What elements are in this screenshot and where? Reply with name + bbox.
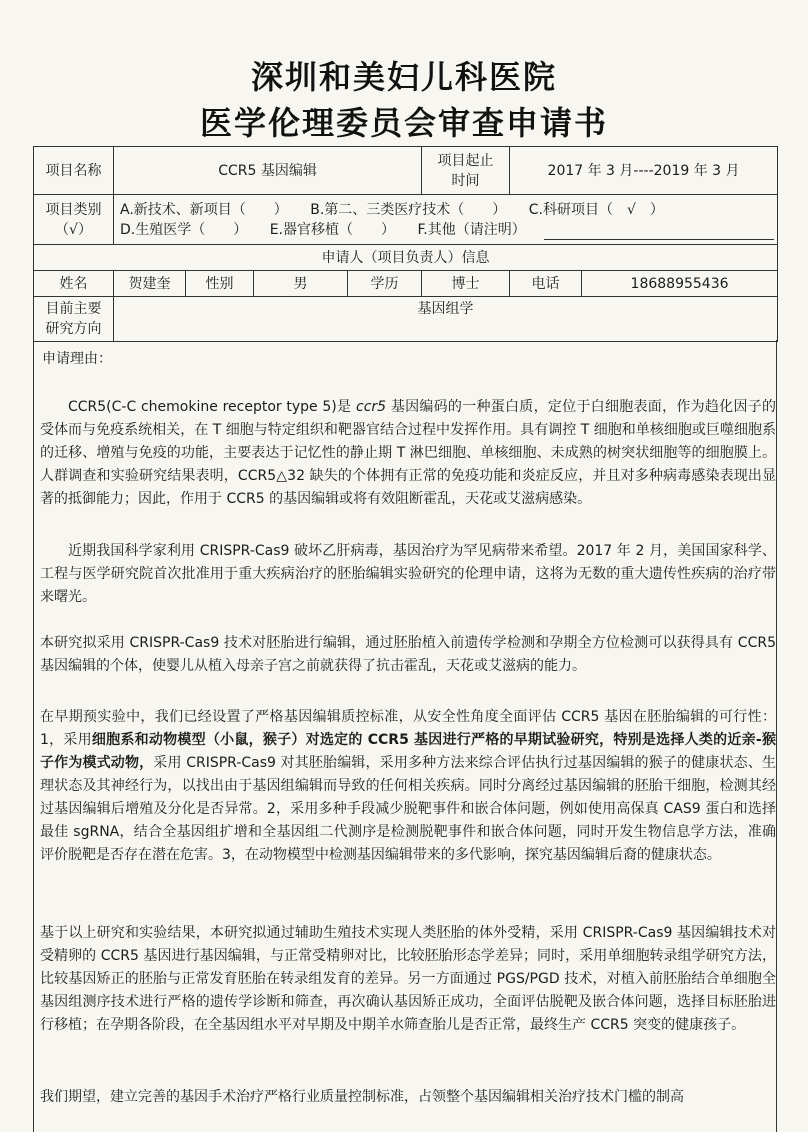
category-label	[34, 195, 114, 245]
p6-text: 我们期望，建立完善的基因手术治疗严格行业质量控制标准，占领整个基因编辑相关治疗技术门槛的制高	[40, 1089, 684, 1105]
reason-paragraph-6	[40, 1086, 776, 1109]
p4-text-b: 采用 CRISPR-Cas9 对其胚胎编辑，采用多种方法来综合评估执行过基因编辑的猴子的健康状态、生理状态及其神经行为，以找出由于基因组编辑而导致的任何相关疾病。同时分离经过基因编辑的胚胎干细胞，检测其经过基因编辑后增殖及分化是否异常。2，采用多种手段减少脱靶事件和嵌合体问题，例如使用高保真 CAS9 蛋白和选择最佳 sgRNA，结合全基因组扩增和全基因组二代测序是检测脱靶事件和嵌合体问题，同时开发生物信息学方法，准确评价脱靶是否存在潜在危害。3，在动物模型中检测基因编辑带来的多代影响，探究基因编辑后裔的健康状态。	[40, 755, 776, 863]
project-period-label-1: 项目起止	[437, 152, 494, 169]
applicant-phone-value: 18688955436	[582, 271, 778, 297]
p3-text: 本研究拟采用 CRISPR-Cas9 技术对胚胎进行编辑，通过胚胎植入前遗传学检测和孕期全方位检测可以获得具有 CCR5 基因编辑的个体，使婴儿从植入母亲子宫之前就获得了抗击霍乱，天花或艾滋病的能力。	[40, 635, 776, 674]
category-label-2: （√）	[55, 221, 92, 238]
research-direction-row	[34, 297, 778, 342]
category-options	[114, 195, 778, 245]
applicant-education-label: 学历	[348, 271, 422, 297]
applicant-name-value: 贺建奎	[114, 271, 186, 297]
research-direction-label-2: 研究方向	[45, 321, 102, 337]
applicant-gender-label: 性别	[186, 271, 254, 297]
reason-paragraph-1	[40, 396, 776, 511]
category-option-f: F.其他（请注明）	[417, 221, 526, 238]
research-direction-label	[34, 297, 114, 342]
project-name-label: 项目名称	[34, 147, 114, 195]
applicant-info-row	[34, 271, 778, 297]
applicant-header-row	[34, 245, 778, 271]
applicant-section-title: 申请人（项目负责人）信息	[34, 245, 778, 271]
application-info-table	[33, 146, 778, 342]
category-other-blank	[544, 225, 774, 240]
project-name-value: CCR5 基因编辑	[114, 147, 422, 195]
p2-text: 近期我国科学家利用 CRISPR-Cas9 破坏乙肝病毒，基因治疗为罕见病带来希望。2017 年 2 月，美国国家科学、工程与医学研究院首次批准用于重大疾病治疗的胚胎编辑实验研究的伦理申请，这将为无数的重大遗传性疾病的治疗带来曙光。	[40, 543, 776, 605]
p1-text-a: CCR5(C-C chemokine receptor type 5)是	[68, 399, 357, 415]
reason-paragraph-2	[40, 540, 776, 609]
reason-label: 申请理由：	[42, 351, 112, 367]
category-option-b: B.第二、三类医疗技术（ ）	[310, 201, 507, 218]
p1-text-b: 基因编码的一种蛋白质，定位于白细胞表面，作为趋化因子的受体而与免疫系统相关，在 T 细胞与特定组织和靶器官结合过程中发挥作用。具有调控 T 细胞和单核细胞或巨噬细胞系的迁移、增殖与免疫的功能，主要表达于记忆性的静止期 T 淋巴细胞、单核细胞、未成熟的树突状细胞等的细胞膜上。人群调查和实验研究结果表明，CCR5△32 缺失的个体拥有正常的免疫功能和炎症反应，并且对多种病毒感染表现出显著的抵御能力；因此，作用于 CCR5 的基因编辑或将有效阻断霍乱，天花或艾滋病感染。	[40, 399, 776, 507]
applicant-name-label: 姓名	[34, 271, 114, 297]
category-option-c: C.科研项目（ √ ）	[528, 201, 664, 218]
project-row	[34, 147, 778, 195]
form-title: 医学伦理委员会审查申请书	[199, 104, 608, 142]
category-row	[34, 195, 778, 245]
category-option-d: D.生殖医学（ ）	[120, 221, 248, 238]
p1-gene-name: ccr5	[356, 399, 387, 415]
hospital-name-title: 深圳和美妇儿科医院	[250, 58, 557, 96]
category-option-a: A.新技术、新项目（ ）	[120, 201, 288, 218]
applicant-gender-value: 男	[254, 271, 348, 297]
project-period-label-2: 时间	[451, 172, 480, 189]
reason-paragraph-5	[40, 922, 776, 1037]
project-period-value: 2017 年 3 月----2019 年 3 月	[510, 147, 778, 195]
category-label-1: 项目类别	[45, 201, 102, 218]
p4-text-a: 在早期预实验中，我们已经设置了严格基因编辑质控标准，从安全性角度全面评估 CCR5 基因在胚胎编辑的可行性：1，采用	[40, 709, 776, 748]
project-period-label	[422, 147, 510, 195]
reason-paragraph-4	[40, 706, 776, 867]
research-direction-label-1: 目前主要	[45, 301, 102, 317]
p5-text: 基于以上研究和实验结果，本研究拟通过辅助生殖技术实现人类胚胎的体外受精，采用 CRISPR-Cas9 基因编辑技术对受精卵的 CCR5 基因进行基因编辑，与正常受精卵对比，比较胚胎形态学差异；同时，采用单细胞转录组学研究方法，比较基因矫正的胚胎与正常发育胚胎在转录组发育的差异。另一方面通过 PGS/PGD 技术，对植入前胚胎结合单细胞全基因组测序技术进行严格的遗传学诊断和筛查，再次确认基因矫正成功，全面评估脱靶及嵌合体问题，选择目标胚胎进行移植；在孕期各阶段，在全基因组水平对早期及中期羊水筛查胎儿是否正常，最终生产 CCR5 突变的健康孩子。	[40, 925, 776, 1033]
applicant-education-value: 博士	[422, 271, 510, 297]
reason-paragraph-3	[40, 632, 776, 678]
applicant-phone-label: 电话	[510, 271, 582, 297]
p4-text-bold: 细胞系和动物模型（小鼠，猴子）对选定的 CCR5 基因进行严格的早期试验研究，特别是选择人类的近亲-猴子作为模式动物，	[40, 732, 776, 771]
research-direction-value: 基因组学	[114, 297, 778, 342]
category-option-e: E.器官移植（ ）	[269, 221, 395, 238]
